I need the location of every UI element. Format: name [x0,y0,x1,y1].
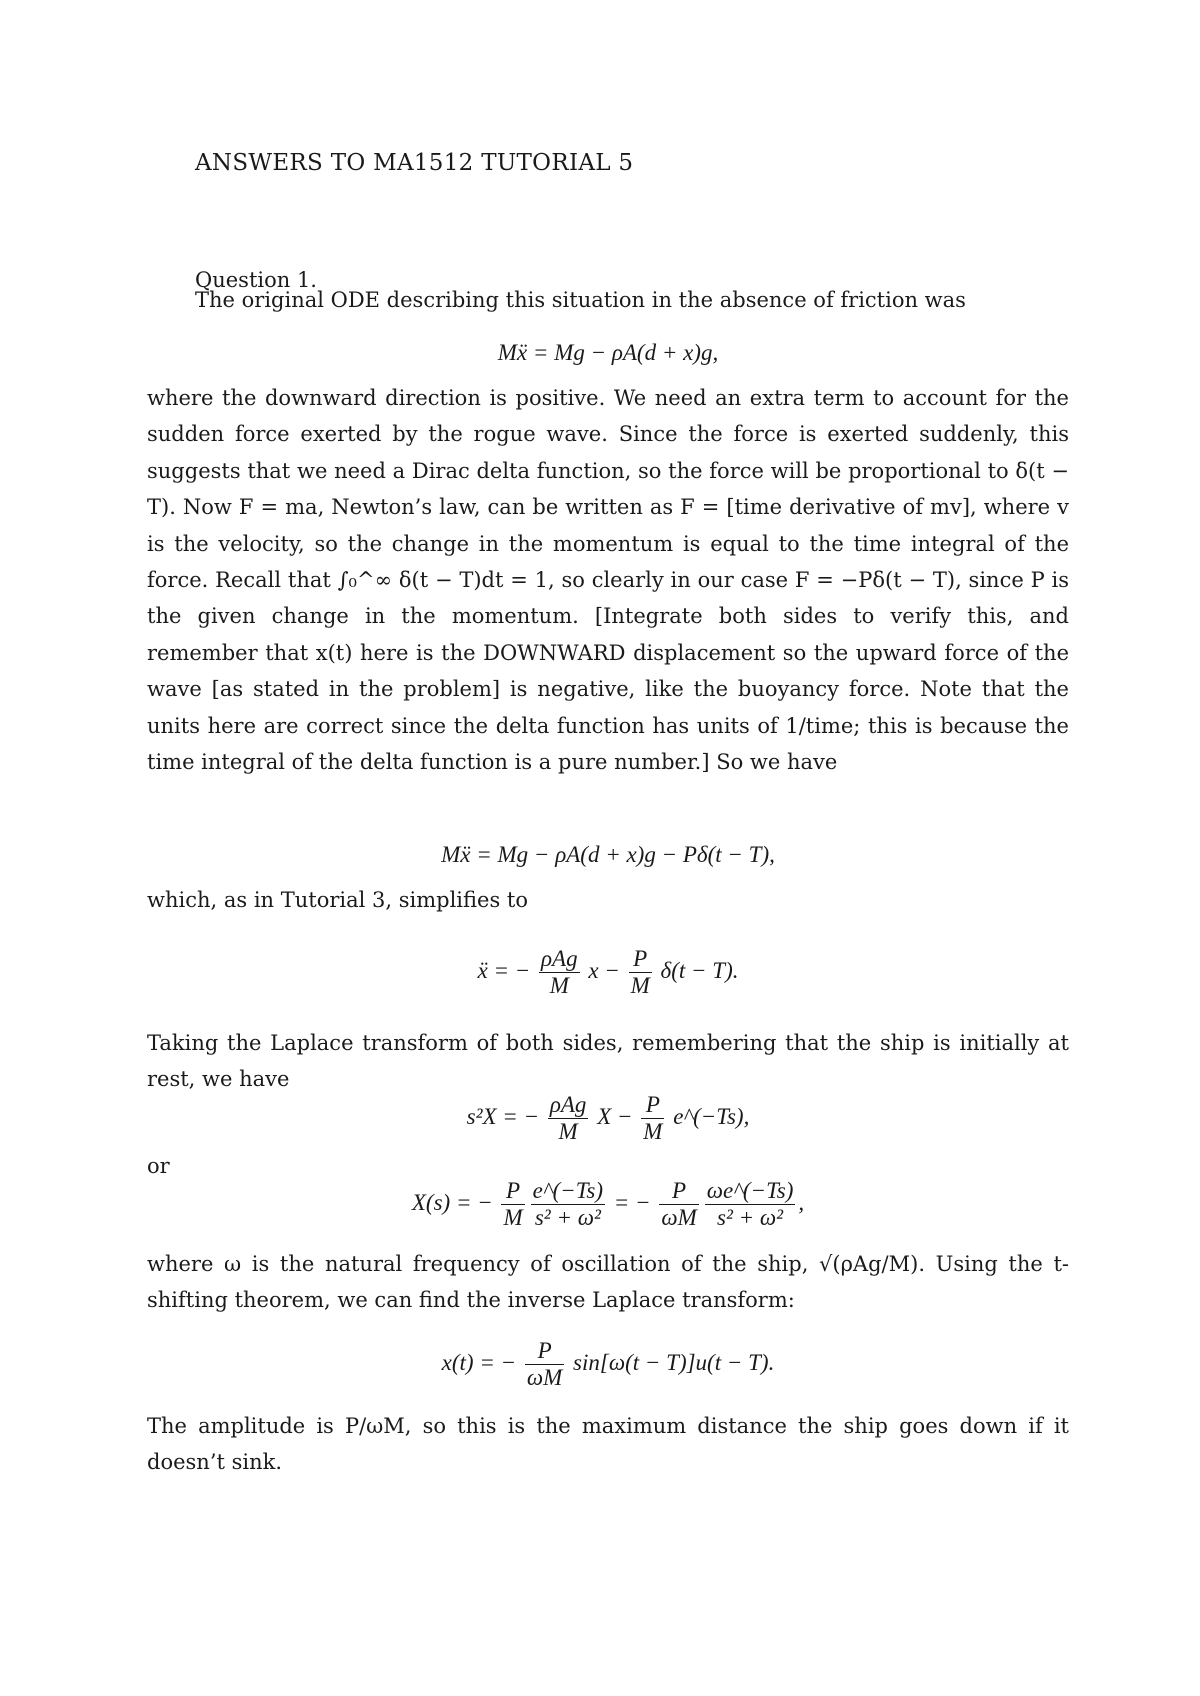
paragraph-simplifies: which, as in Tutorial 3, simplifies to [147,888,528,912]
paragraph-laplace: Taking the Laplace transform of both sides, remembering that the ship is initially at rest, we have [147,1031,1069,1092]
question-heading: Question 1. [195,268,317,292]
fraction-numerator: P [659,1178,698,1205]
fraction-denominator: M [630,973,650,998]
document-title: ANSWERS TO MA1512 TUTORIAL 5 [195,150,634,176]
paragraph-delta-explanation: where the downward direction is positive. We need an extra term to account for the sudden force exerted by the rogue wave. Since the force is exerted suddenly, this suggests that we need a Dirac delta function, so the force will be proportional to δ(t − T). Now F = ma, Newton’s law, can be written as F = [time derivative of mv], where v is the velocity, so the change in the momentum is equal to the time integral of the force. Recall that ∫₀^∞ δ(t − T)dt = 1, so clearly in our case F = −Pδ(t − T), since P is the given change in the momentum. [Integrate both sides to verify this, and remember that x(t) here is the DOWNWARD displacement so the upward force of the wave [as stated in the problem] is negative, like the buoyancy force. Note that the units here are correct since the delta function has units of 1/time; this is because the time integral of the delta function is a pure number.] So we have [147,386,1069,775]
fraction-numerator: ρAg [549,1092,587,1117]
equation-solution [147,1338,1069,1391]
equation-simplified [147,946,1069,999]
fraction-denominator: M [643,1119,663,1144]
equation-ode-with-impulse: Mẍ = Mg − ρA(d + x)g − Pδ(t − T), [441,842,775,867]
fraction-numerator: e^(−Ts) [532,1178,604,1203]
eq-lhs: x(t) = − [441,1349,517,1375]
fraction [531,1178,605,1231]
fraction [501,1178,524,1231]
fraction-denominator: ωM [526,1365,563,1390]
eq-lhs: X(s) = − [411,1189,493,1215]
fraction [629,946,652,999]
fraction [705,1178,796,1231]
equation-laplace-transformed [147,1092,1069,1145]
paragraph-natural-frequency: where ω is the natural frequency of oscillation of the ship, √(ρAg/M). Using the t-shifting theorem, we can find the inverse Laplace transform: [147,1252,1069,1313]
fraction [548,1092,589,1145]
eq-tail: e^(−Ts), [673,1103,750,1129]
fraction-numerator: P [501,1178,524,1205]
fraction-numerator: P [641,1092,664,1119]
paragraph-or: or [147,1154,170,1178]
equation-x-of-s [147,1178,1069,1231]
fraction-denominator: M [549,973,569,998]
fraction-numerator: ωe^(−Ts) [706,1178,794,1203]
eq-middle: X − [597,1103,633,1129]
eq-lhs: s²X = − [466,1103,540,1129]
eq-middle: x − [588,957,620,983]
fraction-denominator: s² + ω² [534,1205,601,1230]
fraction-numerator: ρAg [541,946,578,971]
eq-tail: sin[ω(t − T)]u(t − T). [573,1349,775,1375]
fraction-denominator: ωM [661,1205,697,1230]
fraction-denominator: M [503,1205,523,1230]
paragraph-amplitude: The amplitude is P/ωM, so this is the maximum distance the ship goes down if it doesn’t sink. [147,1414,1069,1475]
fraction-numerator: P [525,1338,564,1365]
fraction-denominator: s² + ω² [717,1205,784,1230]
fraction-denominator: M [558,1119,578,1144]
eq-tail: δ(t − T). [660,957,739,983]
fraction [659,1178,698,1231]
eq-lhs: ẍ = − [477,957,531,983]
fraction [539,946,580,999]
fraction [641,1092,664,1145]
eq-tail: , [798,1189,805,1215]
paragraph-intro: The original ODE describing this situation in the absence of friction was [195,288,966,312]
fraction [525,1338,564,1391]
fraction-numerator: P [629,946,652,973]
equation-ode-original: Mẍ = Mg − ρA(d + x)g, [497,340,719,365]
eq-equals: = − [613,1189,651,1215]
